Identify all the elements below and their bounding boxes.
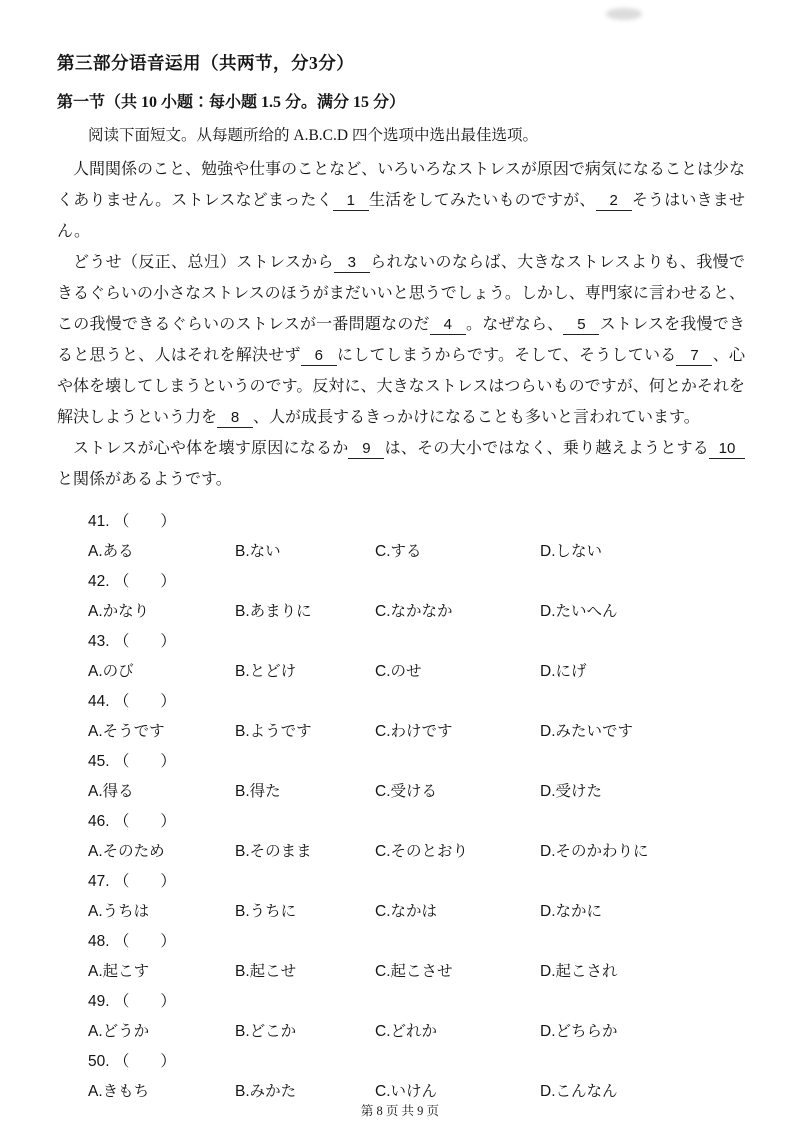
question-number: 41. （ ） <box>88 513 176 530</box>
option-d: D.にげ <box>540 663 587 680</box>
option-row <box>88 717 745 747</box>
option-d: D.起こされ <box>540 963 618 980</box>
option-row <box>88 537 745 567</box>
option-c: C.する <box>375 543 422 560</box>
option-b: B.みかた <box>235 1083 297 1100</box>
option-c: C.わけです <box>375 723 453 740</box>
option-a: A.きもち <box>88 1083 150 1100</box>
option-b: B.うちに <box>235 903 297 920</box>
question-number: 46. （ ） <box>88 813 176 830</box>
blank-8: 8 <box>217 408 253 428</box>
option-a: A.起こす <box>88 963 150 980</box>
question-list <box>57 507 745 1107</box>
blank-10: 10 <box>709 439 745 459</box>
blank-3: 3 <box>334 253 370 273</box>
option-d: D.こんなん <box>540 1083 618 1100</box>
question-block <box>88 747 745 807</box>
option-a: A.そうです <box>88 723 165 740</box>
question-block <box>88 987 745 1047</box>
option-c: C.起こさせ <box>375 963 453 980</box>
blank-1: 1 <box>333 191 369 211</box>
question-block <box>88 1047 745 1107</box>
blank-2: 2 <box>596 191 632 211</box>
question-number: 48. （ ） <box>88 933 176 950</box>
blank-4: 4 <box>430 315 466 335</box>
option-d: D.なかに <box>540 903 603 920</box>
question-block <box>88 507 745 567</box>
passage-paragraph: どうせ（反正、总归）ストレスから 3 られないのならば、大きなストレスよりも、我慢できるぐらいの小さなストレスのほうがまだいいと思うでしょう。しかし、専門家に言わせると、この我慢できるぐらいのストレスが一番問題なのだ 4 。なぜなら、 5 ストレスを我慢できると思うと、人はそれを解決せず 6 にしてしまうからです。そして、そうしている 7 、心や体を壊してしまうというのです。反対に、大きなストレスはつらいものですが、何とかそれを解決しようという力を 8 、人が成長するきっかけになることも多いと言われています。 <box>57 254 745 426</box>
page-footer: 第 8 页 共 9 页 <box>360 1104 440 1118</box>
option-a: A.そのため <box>88 843 165 860</box>
question-block <box>88 567 745 627</box>
blank-9: 9 <box>348 439 384 459</box>
option-row <box>88 897 745 927</box>
passage-paragraph: ストレスが心や体を壊す原因になるか 9 は、その大小ではなく、乗り越えようとする 10と関係があるようです。 <box>57 433 745 495</box>
option-b: B.ない <box>235 543 281 560</box>
option-row <box>88 597 745 627</box>
question-number: 45. （ ） <box>88 753 176 770</box>
question-number: 44. （ ） <box>88 693 176 710</box>
option-d: D.みたいです <box>540 723 634 740</box>
instructions: 阅读下面短文。从每题所给的 A.B.C.D 四个选项中选出最佳选项。 <box>88 127 538 144</box>
option-row <box>88 657 745 687</box>
option-row <box>88 837 745 867</box>
question-block <box>88 627 745 687</box>
question-block <box>88 807 745 867</box>
option-a: A.うちは <box>88 903 150 920</box>
question-number: 42. （ ） <box>88 573 176 590</box>
question-number: 50. （ ） <box>88 1053 176 1070</box>
question-block <box>88 687 745 747</box>
part-title: 第三部分语音运用（共两节，分3分） <box>57 53 355 73</box>
option-b: B.あまりに <box>235 603 312 620</box>
option-row <box>88 1017 745 1047</box>
passage-paragraph: 人間関係のこと、勉強や仕事のことなど、いろいろなストレスが原因で病気になることは少なくありません。ストレスなどまったく 1 生活をしてみたいものですが、 2 そうはいきません。 <box>57 161 745 240</box>
question-number: 49. （ ） <box>88 993 176 1010</box>
option-a: A.どうか <box>88 1023 150 1040</box>
option-c: C.受ける <box>375 783 438 800</box>
option-b: B.どこか <box>235 1023 297 1040</box>
section-title: 第一节（共 10 小题：每小题 1.5 分。满分 15 分） <box>57 94 406 111</box>
option-c: C.なかは <box>375 903 438 920</box>
option-a: A.かなり <box>88 603 150 620</box>
option-d: D.たいへん <box>540 603 618 620</box>
option-b: B.ようです <box>235 723 312 740</box>
option-a: A.ある <box>88 543 134 560</box>
blank-7: 7 <box>676 346 712 366</box>
option-a: A.得る <box>88 783 134 800</box>
option-c: C.なかなか <box>375 603 453 620</box>
scan-artifact <box>606 8 642 20</box>
option-b: B.とどけ <box>235 663 297 680</box>
passage <box>57 154 745 495</box>
option-c: C.のせ <box>375 663 422 680</box>
option-c: C.そのとおり <box>375 843 469 860</box>
option-d: D.受けた <box>540 783 603 800</box>
option-d: D.しない <box>540 543 603 560</box>
option-b: B.そのまま <box>235 843 312 860</box>
option-b: B.得た <box>235 783 281 800</box>
blank-6: 6 <box>301 346 337 366</box>
option-a: A.のび <box>88 663 134 680</box>
option-c: C.どれか <box>375 1023 438 1040</box>
blank-5: 5 <box>563 315 599 335</box>
question-number: 43. （ ） <box>88 633 176 650</box>
option-d: D.どちらか <box>540 1023 618 1040</box>
question-block <box>88 867 745 927</box>
question-number: 47. （ ） <box>88 873 176 890</box>
option-c: C.いけん <box>375 1083 438 1100</box>
option-row <box>88 957 745 987</box>
option-b: B.起こせ <box>235 963 297 980</box>
option-row <box>88 777 745 807</box>
option-d: D.そのかわりに <box>540 843 649 860</box>
question-block <box>88 927 745 987</box>
